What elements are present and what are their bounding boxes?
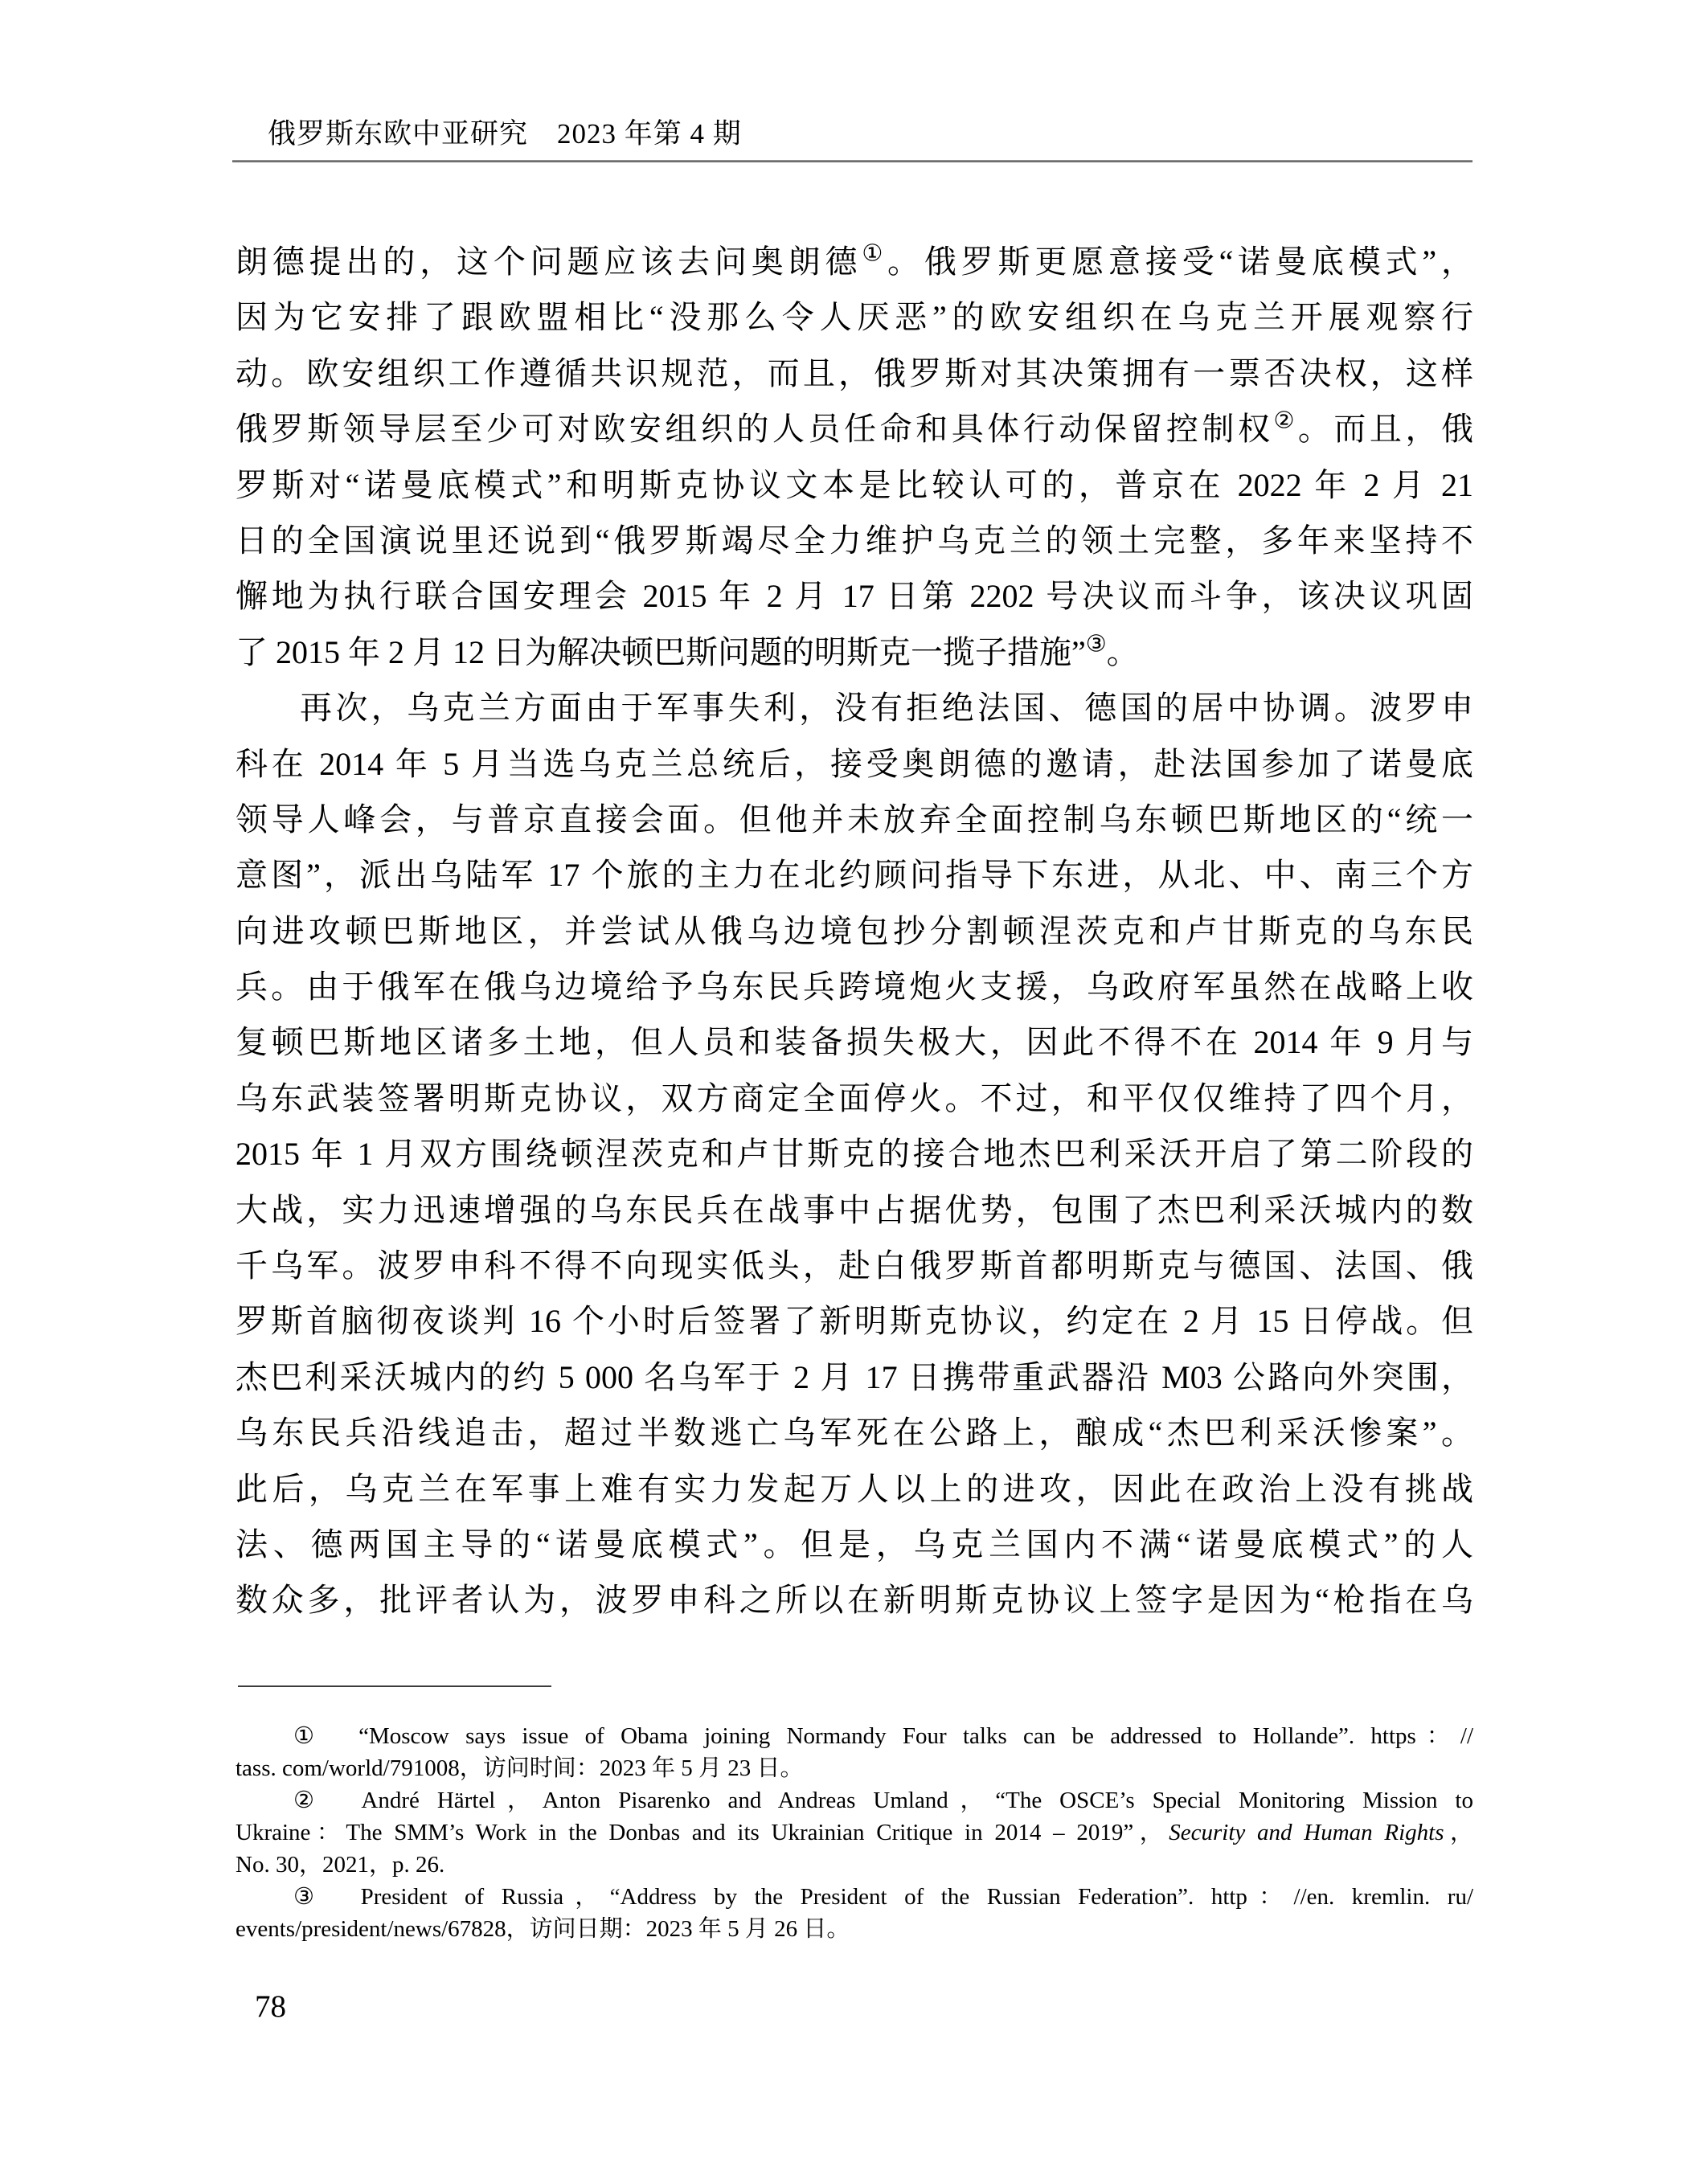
body-line: 杰巴利采沃城内的约 5 000 名乌军于 2 月 17 日携带重武器沿 M03 公路向外突围， — [236, 1358, 1473, 1395]
footnotes — [236, 1720, 1473, 1945]
footnote-2 — [236, 1784, 1473, 1881]
footnote-3 — [236, 1881, 1473, 1945]
footnote-line — [236, 1816, 1473, 1849]
footnote-line — [236, 1913, 1473, 1945]
body-line: 了 2015 年 2 月 12 日为解决顿巴斯问题的明斯克一揽子措施”③。 — [236, 631, 1139, 670]
body-line: 俄罗斯领导层至少可对欧安组织的人员任命和具体行动保留控制权②。而且，俄 — [236, 408, 1473, 448]
body-line: 大战，实力迅速增强的乌东民兵在战事中占据优势，包围了杰巴利采沃城内的数 — [236, 1191, 1473, 1228]
footnote-line — [236, 1720, 1473, 1752]
footnote-1 — [236, 1720, 1473, 1784]
body-line: 向进攻顿巴斯地区，并尝试从俄乌边境包抄分割顿涅茨克和卢甘斯克的乌东民 — [236, 912, 1473, 949]
article-body — [236, 234, 1473, 1628]
footnote-italic-text: Security and Human Rights — [1169, 1820, 1444, 1845]
body-line: 科在 2014 年 5 月当选乌克兰总统后，接受奥朗德的邀请，赴法国参加了诺曼底 — [236, 745, 1473, 782]
body-line: 再次，乌克兰方面由于军事失利，没有拒绝法国、德国的居中协调。波罗申 — [300, 690, 1473, 727]
footnote-line — [236, 1881, 1473, 1913]
footnote-text: ， — [1444, 1820, 1473, 1845]
body-line: 千乌军。波罗申科不得不向现实低头，赴白俄罗斯首都明斯克与德国、法国、俄 — [236, 1247, 1473, 1284]
body-line: 罗斯首脑彻夜谈判 16 个小时后签署了新明斯克协议，约定在 2 月 15 日停战。但 — [236, 1303, 1473, 1340]
footnote-line — [236, 1849, 1473, 1881]
footnote-text: events/president/news/67828，访问日期：2023 年 5 月 26 日。 — [236, 1916, 850, 1942]
header-rule — [232, 160, 1472, 162]
body-line: 2015 年 1 月双方围绕顿涅茨克和卢甘斯克的接合地杰巴利采沃开启了第二阶段的 — [236, 1136, 1473, 1173]
body-line: 罗斯对“诺曼底模式”和明斯克协议文本是比较认可的，普京在 2022 年 2 月 21 — [236, 466, 1473, 503]
footnote-text: ① “Moscow says issue of Obama joining Normandy Four talks can be addressed to Hollande”. https：// — [293, 1723, 1473, 1749]
body-line: 懈地为执行联合国安理会 2015 年 2 月 17 日第 2202 号决议而斗争，该决议巩固 — [236, 578, 1473, 615]
body-line: 领导人峰会，与普京直接会面。但他并未放弃全面控制乌东顿巴斯地区的“统一 — [236, 801, 1473, 838]
footnote-text: Ukraine：The SMM’s Work in the Donbas and its Ukrainian Critique in 2014 – 2019”， — [236, 1820, 1169, 1845]
footnote-line — [236, 1784, 1473, 1816]
body-line: 复顿巴斯地区诸多土地，但人员和装备损失极大，因此不得不在 2014 年 9 月与 — [236, 1024, 1473, 1061]
body-line: 日的全国演说里还说到“俄罗斯竭尽全力维护乌克兰的领土完整，多年来坚持不 — [236, 522, 1473, 559]
footnote-separator — [238, 1685, 551, 1687]
footnote-text: tass. com/world/791008，访问时间：2023 年 5 月 23 日。 — [236, 1755, 804, 1781]
footnote-line — [236, 1752, 1473, 1784]
body-line: 朗德提出的，这个问题应该去问奥朗德①。俄罗斯更愿意接受“诺曼底模式”， — [236, 240, 1473, 280]
journal-header: 俄罗斯东欧中亚研究 2023 年第 4 期 — [268, 118, 742, 149]
footnote-text: No. 30，2021，p. 26. — [236, 1852, 445, 1878]
body-line: 法、德两国主导的“诺曼底模式”。但是，乌克兰国内不满“诺曼底模式”的人 — [236, 1526, 1473, 1563]
body-line: 因为它安排了跟欧盟相比“没那么令人厌恶”的欧安组织在乌克兰开展观察行 — [236, 299, 1473, 336]
body-line: 兵。由于俄军在俄乌边境给予乌东民兵跨境炮火支援，乌政府军虽然在战略上收 — [236, 969, 1473, 1005]
body-line: 动。欧安组织工作遵循共识规范，而且，俄罗斯对其决策拥有一票否决权，这样 — [236, 354, 1473, 391]
body-line: 乌东民兵沿线追击，超过半数逃亡乌军死在公路上，酿成“杰巴利采沃惨案”。 — [236, 1415, 1473, 1452]
body-line: 此后，乌克兰在军事上难有实力发起万人以上的进攻，因此在政治上没有挑战 — [236, 1470, 1473, 1507]
page-number: 78 — [255, 1989, 286, 2024]
footnote-text: ② André Härtel，Anton Pisarenko and Andreas Umland，“The OSCE’s Special Monitoring Mission to — [293, 1788, 1473, 1813]
body-line: 意图”，派出乌陆军 17 个旅的主力在北约顾问指导下东进，从北、中、南三个方 — [236, 857, 1473, 894]
body-line: 乌东武装签署明斯克协议，双方商定全面停火。不过，和平仅仅维持了四个月， — [236, 1079, 1473, 1116]
footnote-text: ③ President of Russia，“Address by the President of the Russian Federation”. http：//en. kremlin. ru/ — [293, 1884, 1473, 1910]
body-line: 数众多，批评者认为，波罗申科之所以在新明斯克协议上签字是因为“枪指在乌 — [236, 1582, 1473, 1619]
